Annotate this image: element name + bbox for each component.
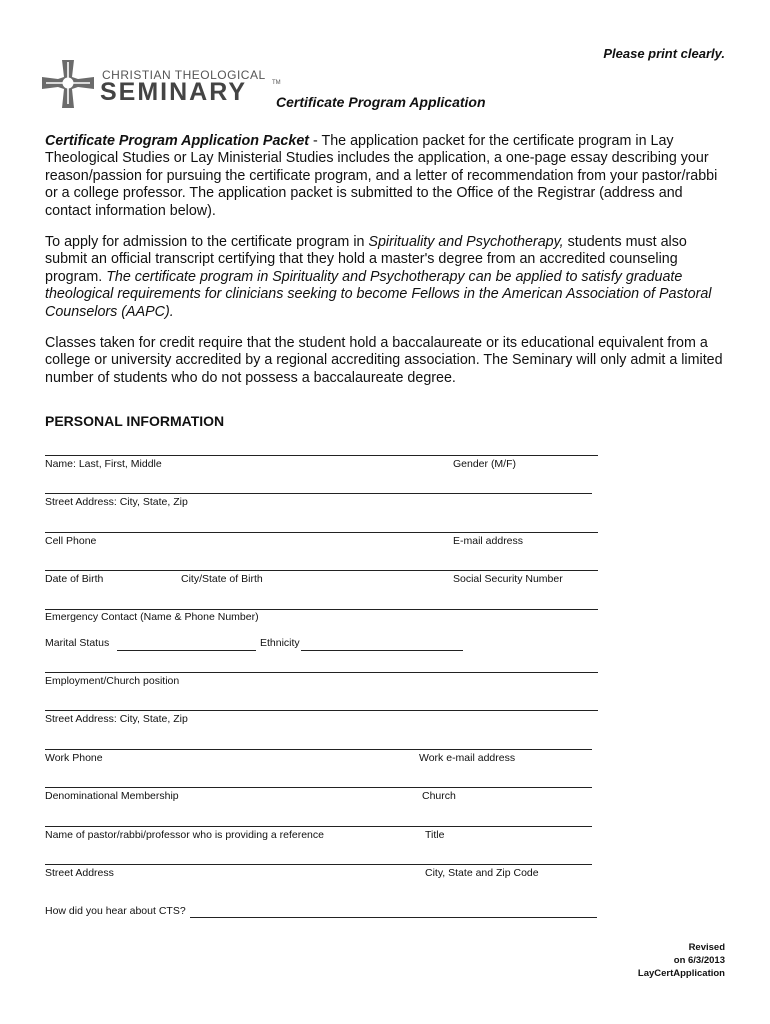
email-label: E-mail address: [453, 535, 524, 547]
form-code: LayCertApplication: [637, 968, 725, 979]
emergency-contact-label: Emergency Contact (Name & Phone Number): [45, 611, 259, 623]
revised-label: Revised: [688, 942, 725, 953]
logo-line-2: SEMINARY: [100, 78, 248, 106]
ethnicity-label: Ethnicity: [260, 637, 300, 649]
street-address-label: Street Address: City, State, Zip: [45, 496, 188, 508]
emergency-contact-field[interactable]: [45, 609, 598, 610]
reference-name-label: Name of pastor/rabbi/professor who is providing a reference: [45, 829, 324, 841]
work-phone-field[interactable]: [45, 749, 592, 750]
form-title: Certificate Program Application: [276, 94, 486, 110]
p2-text-b: students must also submit an official transcript certifying that they hold a master's degree from an accredited counseling program.: [45, 234, 687, 285]
marital-status-field[interactable]: [117, 650, 256, 651]
reference-street-label: Street Address: [45, 867, 114, 879]
dob-label: Date of Birth: [45, 573, 104, 585]
name-field[interactable]: [45, 455, 598, 456]
name-label: Name: Last, First, Middle: [45, 458, 162, 470]
intro-paragraph-3: [45, 335, 730, 387]
revised-date: on 6/3/2013: [673, 955, 725, 966]
marital-status-label: Marital Status: [45, 637, 110, 649]
referral-source-label: How did you hear about CTS?: [45, 905, 186, 917]
denomination-label: Denominational Membership: [45, 790, 179, 802]
work-street-address-field[interactable]: [45, 710, 598, 711]
seminary-logo: [40, 58, 281, 108]
work-street-address-label: Street Address: City, State, Zip: [45, 713, 188, 725]
intro-paragraph-2: [45, 234, 730, 321]
personal-info-heading: PERSONAL INFORMATION: [45, 413, 225, 429]
reference-city-zip-label: City, State and Zip Code: [425, 867, 539, 879]
denomination-field[interactable]: [45, 787, 592, 788]
intro-text: [45, 133, 730, 401]
street-address-field[interactable]: [45, 493, 592, 494]
reference-title-label: Title: [425, 829, 445, 841]
trademark-mark: TM: [272, 80, 281, 86]
program-name: Spirituality and Psychotherapy,: [368, 234, 564, 251]
cell-phone-field[interactable]: [45, 532, 598, 533]
employment-label: Employment/Church position: [45, 675, 180, 687]
packet-description: - The application packet for the certificate program in Lay Theological Studies or Lay Ministerial Studies includes the application, a one-page essay describing your reason/passion for pursuing the certificate program, and a letter of recommendation from your pastor/rabbi or a college professor. The application packet is submitted to the Office of the Registrar (address and contact information below).: [45, 133, 718, 219]
packet-heading: Certificate Program Application Packet: [45, 133, 310, 149]
aapc-note: The certificate program in Spirituality and Psychotherapy can be applied to satisfy graduate theological requirements for clinicians seeking to become Fellows in the American Association of Pastoral Counselors (AAPC).: [45, 268, 712, 320]
work-email-label: Work e-mail address: [419, 752, 516, 764]
intro-paragraph-1: [45, 133, 730, 220]
work-phone-label: Work Phone: [45, 752, 103, 764]
baccalaureate-note: Classes taken for credit require that the student hold a baccalaureate or its educational equivalent from a college or university accredited by a regional accrediting association. The Seminary will only admit a limited number of students who do not possess a baccalaureate degree.: [45, 335, 723, 386]
logo-line-1: CHRISTIAN THEOLOGICAL: [102, 68, 266, 82]
cell-phone-label: Cell Phone: [45, 535, 97, 547]
reference-name-field[interactable]: [45, 826, 592, 827]
cross-emblem-icon: [40, 58, 96, 110]
gender-label: Gender (M/F): [453, 458, 517, 470]
ethnicity-field[interactable]: [301, 650, 463, 651]
p2-text-a: To apply for admission to the certificate program in: [45, 234, 369, 251]
city-of-birth-label: City/State of Birth: [181, 573, 263, 585]
birth-info-field[interactable]: [45, 570, 598, 571]
print-instruction: Please print clearly.: [603, 46, 725, 61]
revision-note: [638, 941, 725, 980]
employment-field[interactable]: [45, 672, 598, 673]
church-label: Church: [422, 790, 456, 802]
referral-source-field[interactable]: [190, 917, 597, 918]
ssn-label: Social Security Number: [453, 573, 563, 585]
reference-address-field[interactable]: [45, 864, 592, 865]
